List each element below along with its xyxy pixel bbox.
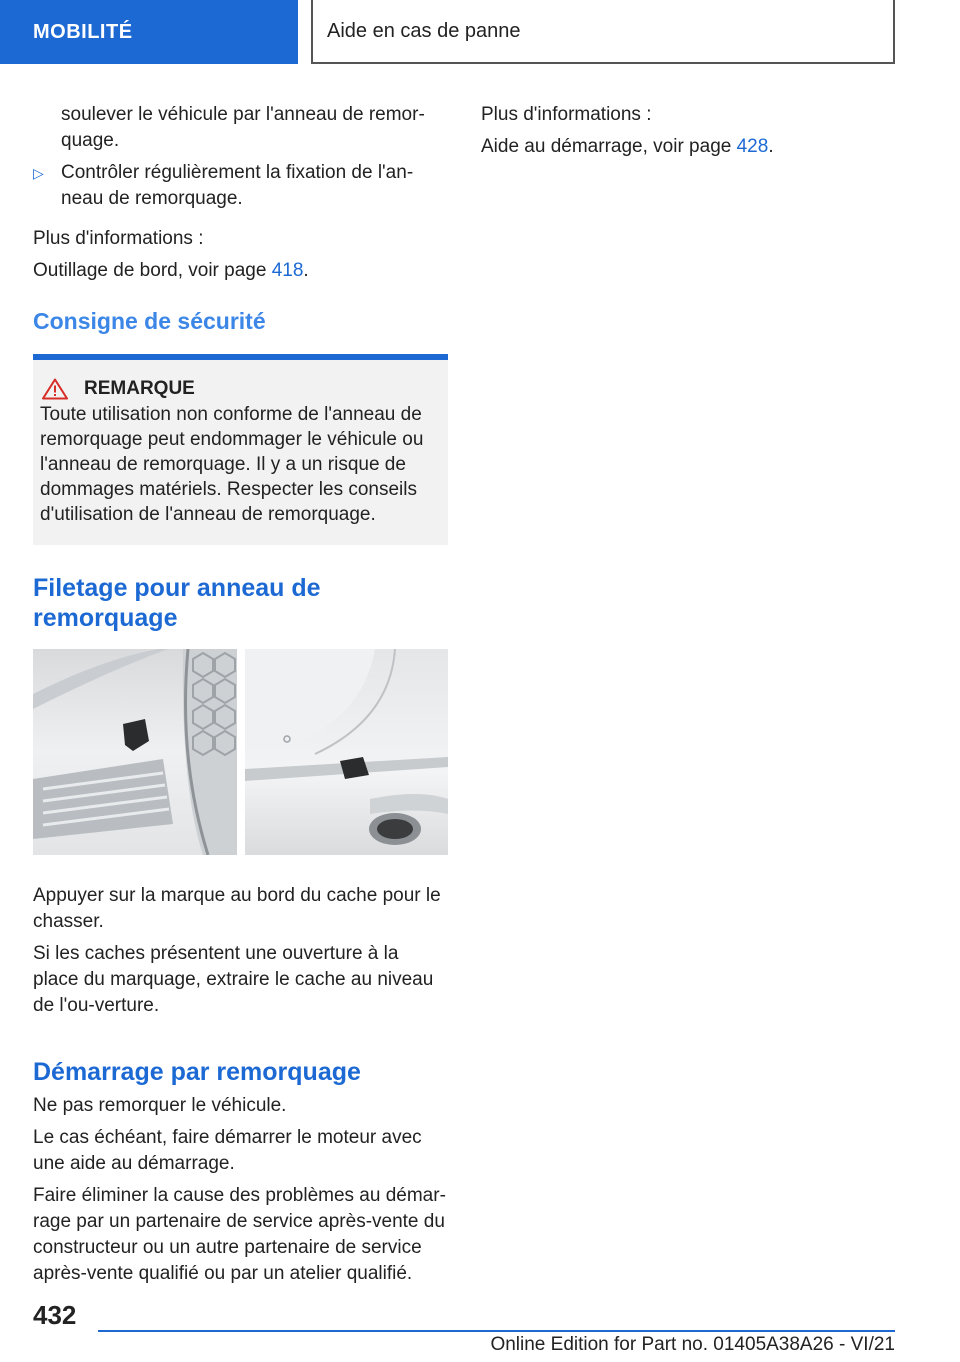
section-title: MOBILITÉ — [33, 20, 133, 43]
right-more-info-reference: Aide au démarrage, voir page 428. — [481, 136, 774, 157]
thread-heading: Filetage pour anneau de remorquage — [33, 574, 321, 632]
page-number: 432 — [33, 1300, 77, 1330]
warning-icon — [42, 378, 68, 400]
right-more-info-label: Plus d'informations : — [481, 104, 652, 125]
jump-paragraph-3: Faire éliminer la cause des problèmes au démar-rage par un partenaire de service après-vente du constructeur ou un autre partenaire de service après-vente qualifié ou par un atelier qualifié. — [33, 1185, 446, 1284]
jump-paragraph-2: Le cas échéant, faire démarrer le moteur avec une aide au démarrage. — [33, 1127, 422, 1174]
notice-title: REMARQUE — [84, 378, 195, 399]
right-column — [481, 102, 901, 160]
chapter-tab — [311, 0, 895, 64]
footer-rule — [98, 1330, 895, 1332]
right-more-info-text: Aide au démarrage, voir page — [481, 136, 737, 157]
jump-start-heading: Démarrage par remorquage — [33, 1058, 361, 1086]
thread-paragraph-2: Si les caches présentent une ouverture à la place du marquage, extraire le cache au niveau de l'ou-verture. — [33, 943, 434, 1016]
notice-body: Toute utilisation non conforme de l'anneau de remorquage peut endommager le véhicule ou l'anneau de remorquage. Il y a un risque de dommages matériels. Respecter les conseils d'utilisation de l'anneau de remorquage. — [40, 404, 424, 525]
bullet-text: Contrôler régulièrement la fixation de l'an-neau de remorquage. — [61, 162, 414, 209]
bullet-continuation: soulever le véhicule par l'anneau de remor-quage. — [61, 104, 425, 151]
more-info-reference: Outillage de bord, voir page 418. — [33, 260, 309, 281]
safety-heading: Consigne de sécurité — [33, 308, 266, 334]
more-info-text: Outillage de bord, voir page — [33, 260, 272, 281]
notice-header — [40, 376, 441, 402]
left-column — [33, 102, 448, 1287]
page-link-428[interactable]: 428 — [736, 136, 769, 157]
front-bumper-image — [33, 649, 237, 855]
notice-box — [33, 354, 448, 545]
thread-paragraph-1: Appuyer sur la marque au bord du cache pour le chasser. — [33, 885, 441, 932]
bullet-item — [33, 160, 448, 212]
more-info-label: Plus d'informations : — [33, 228, 204, 249]
bullet-triangle-icon: ▷ — [33, 165, 44, 181]
tow-eye-figure — [33, 649, 448, 855]
page-link-418[interactable]: 418 — [271, 260, 304, 281]
section-tab — [0, 0, 298, 64]
chapter-title: Aide en cas de panne — [327, 19, 521, 42]
jump-paragraph-1: Ne pas remorquer le véhicule. — [33, 1095, 287, 1116]
rear-bumper-image — [245, 649, 448, 855]
edition-note: Online Edition for Part no. 01405A38A26 - VI/21 — [490, 1334, 895, 1355]
